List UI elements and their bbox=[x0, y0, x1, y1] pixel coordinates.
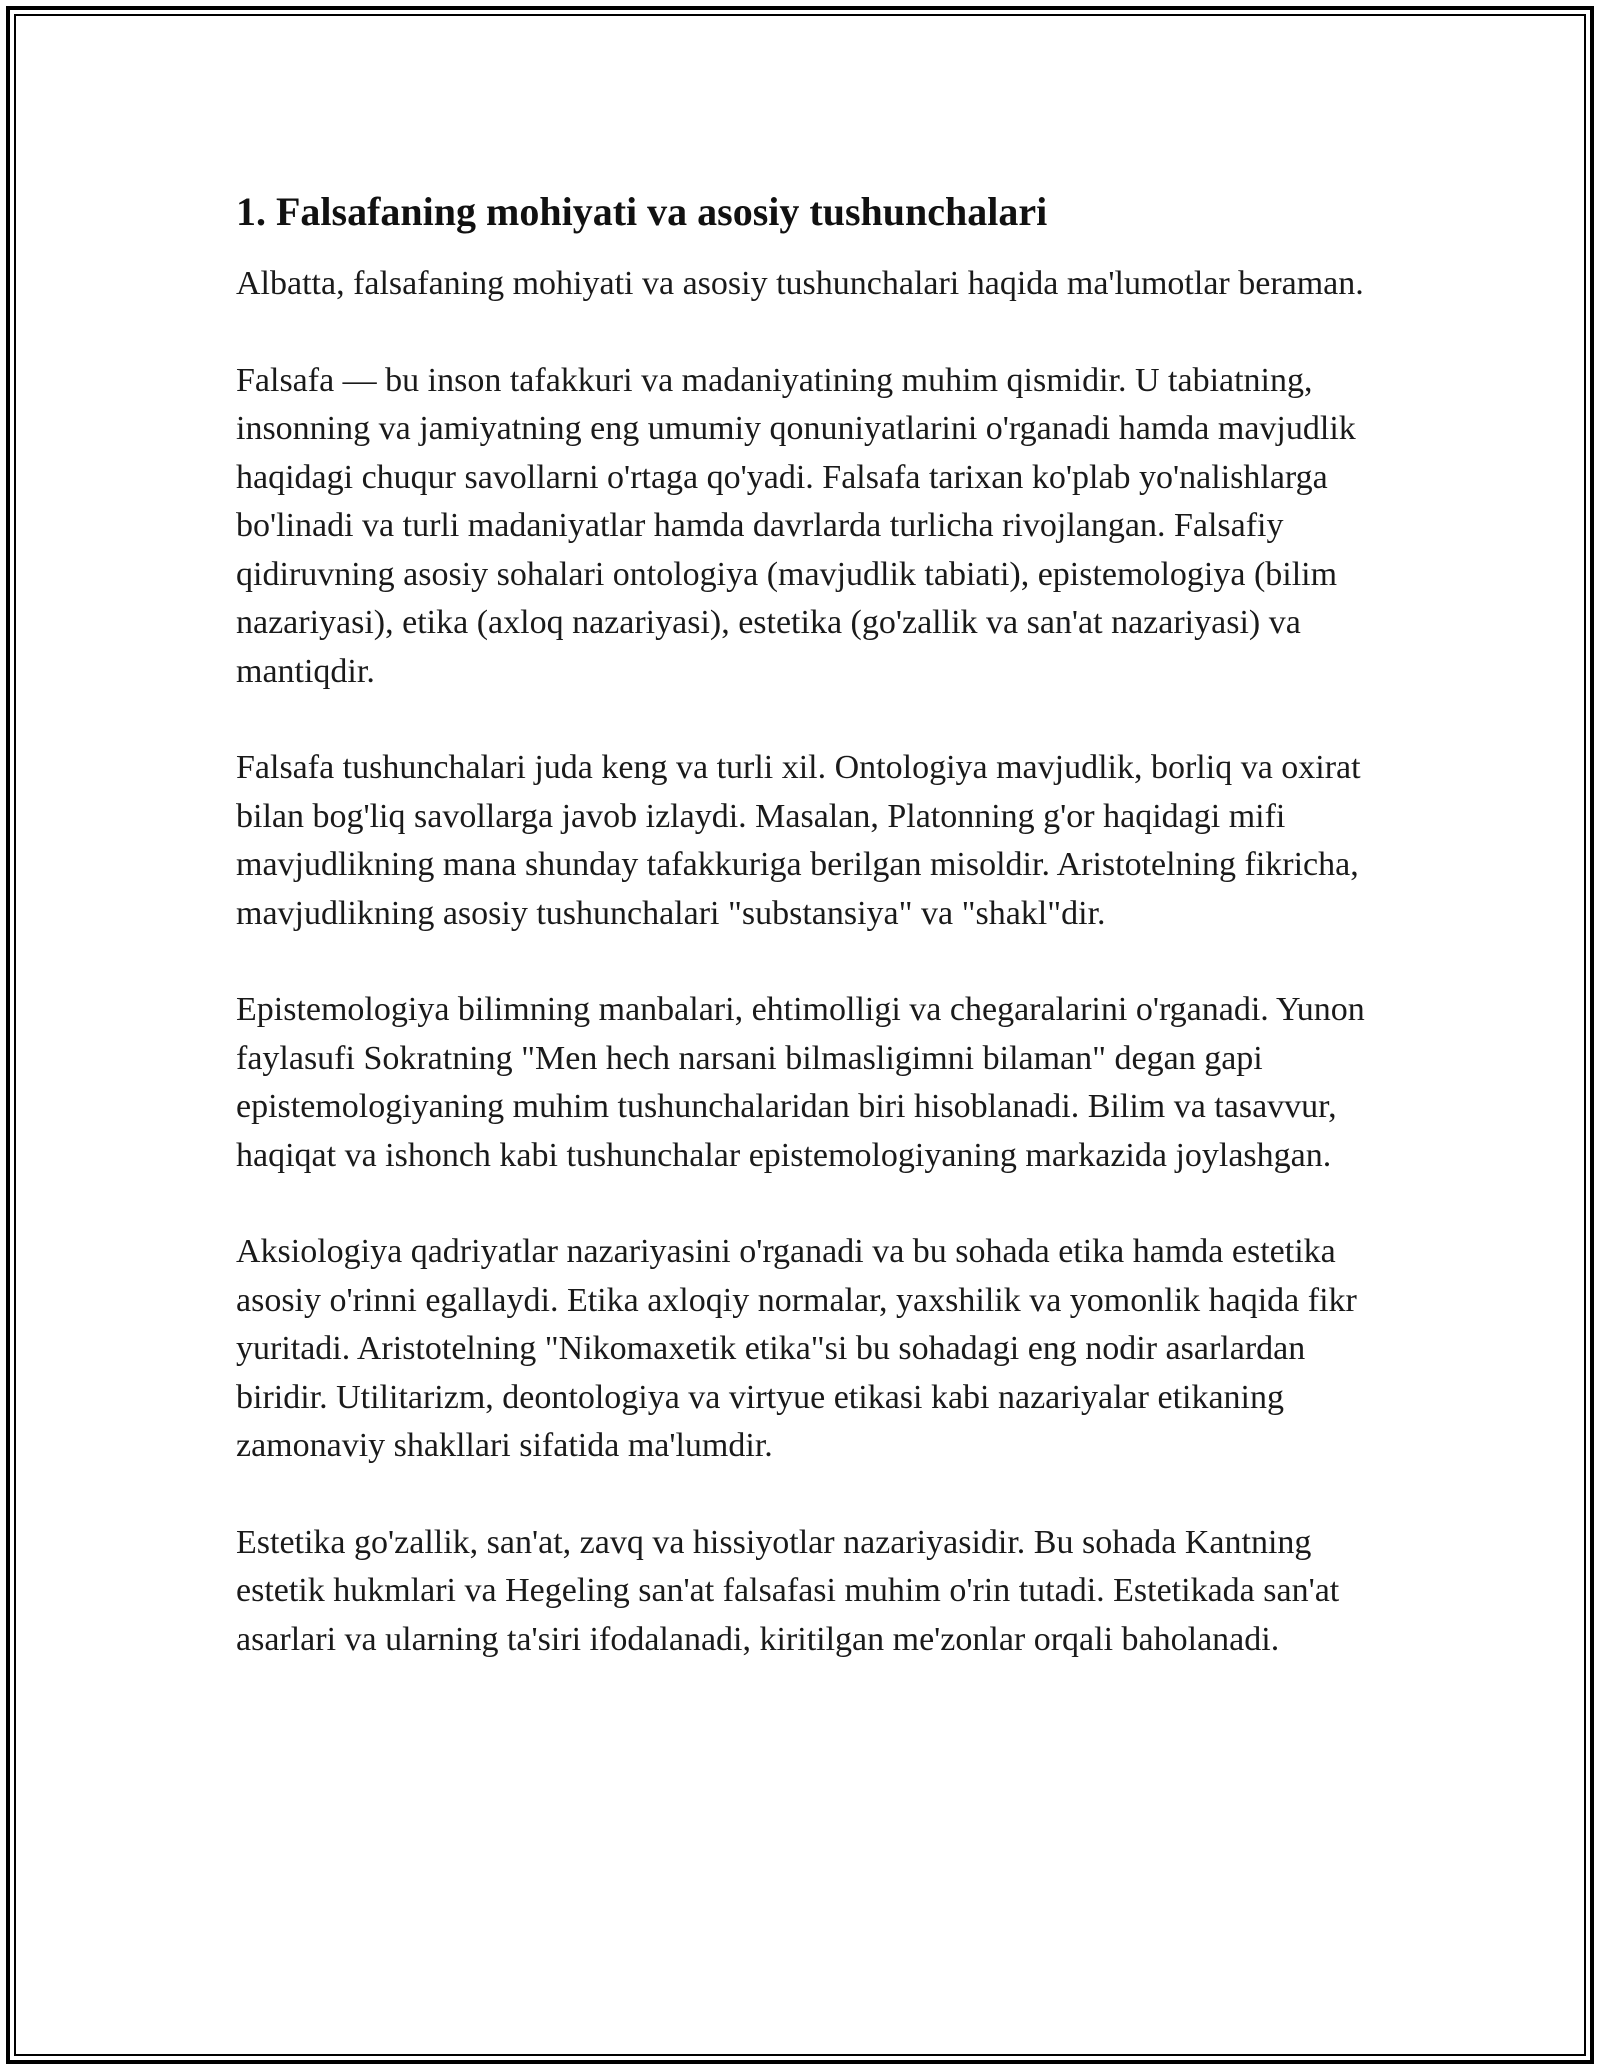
document-body bbox=[236, 188, 1376, 1712]
paragraph-definition: Falsafa — bu inson tafakkuri va madaniyatining muhim qismidir. U tabiatning, insonning va jamiyatning eng umumiy qonuniyatlarini o'rganadi hamda mavjudlik haqidagi chuqur savollarni o'rtaga qo'yadi. Falsafa tarixan ko'plab yo'nalishlarga bo'linadi va turli madaniyatlar hamda davrlarda turlicha rivojlangan. Falsafiy qidiruvning asosiy sohalari ontologiya (mavjudlik tabiati), epistemologiya (bilim nazariyasi), etika (axloq nazariyasi), estetika (go'zallik va san'at nazariyasi) va mantiqdir. bbox=[236, 361, 1356, 690]
paragraph-aesthetics: Estetika go'zallik, san'at, zavq va hissiyotlar nazariyasidir. Bu sohada Kantning estetik hukmlari va Hegeling san'at falsafasi muhim o'rin tutadi. Estetikada san'at asarlari va ularning ta'siri ifodalanadi, kiritilgan me'zonlar orqali baholanadi. bbox=[236, 1523, 1340, 1658]
paragraph-epistemology: Epistemologiya bilimning manbalari, ehtimolligi va chegaralarini o'rganadi. Yunon faylasufi Sokratning "Men hech narsani bilmasligimni bilaman" degan gapi epistemologiyaning muhim tushunchalaridan biri hisoblanadi. Bilim va tasavvur, haqiqat va ishonch kabi tushunchalar epistemologiyaning markazida joylashgan. bbox=[236, 991, 1365, 1174]
document-title: 1. Falsafaning mohiyati va asosiy tushunchalari bbox=[236, 189, 1048, 234]
paragraph-intro: Albatta, falsafaning mohiyati va asosiy tushunchalari haqida ma'lumotlar beraman. bbox=[236, 265, 1364, 302]
paragraph-axiology: Aksiologiya qadriyatlar nazariyasini o'rganadi va bu sohada etika hamda estetika asosiy o'rinni egallaydi. Etika axloqiy normalar, yaxshilik va yomonlik haqida fikr yuritadi. Aristotelning "Nikomaxetik etika"si bu sohadagi eng nodir asarlardan biridir. Utilitarizm, deontologiya va virtyue etikasi kabi nazariyalar etikaning zamonaviy shakllari sifatida ma'lumdir. bbox=[236, 1233, 1357, 1464]
paragraph-ontology: Falsafa tushunchalari juda keng va turli xil. Ontologiya mavjudlik, borliq va oxirat bilan bog'liq savollarga javob izlaydi. Masalan, Platonning g'or haqidagi mifi mavjudlikning mana shunday tafakkuriga berilgan misoldir. Aristotelning fikricha, mavjudlikning asosiy tushunchalari "substansiya" va "shakl"dir. bbox=[236, 749, 1361, 932]
